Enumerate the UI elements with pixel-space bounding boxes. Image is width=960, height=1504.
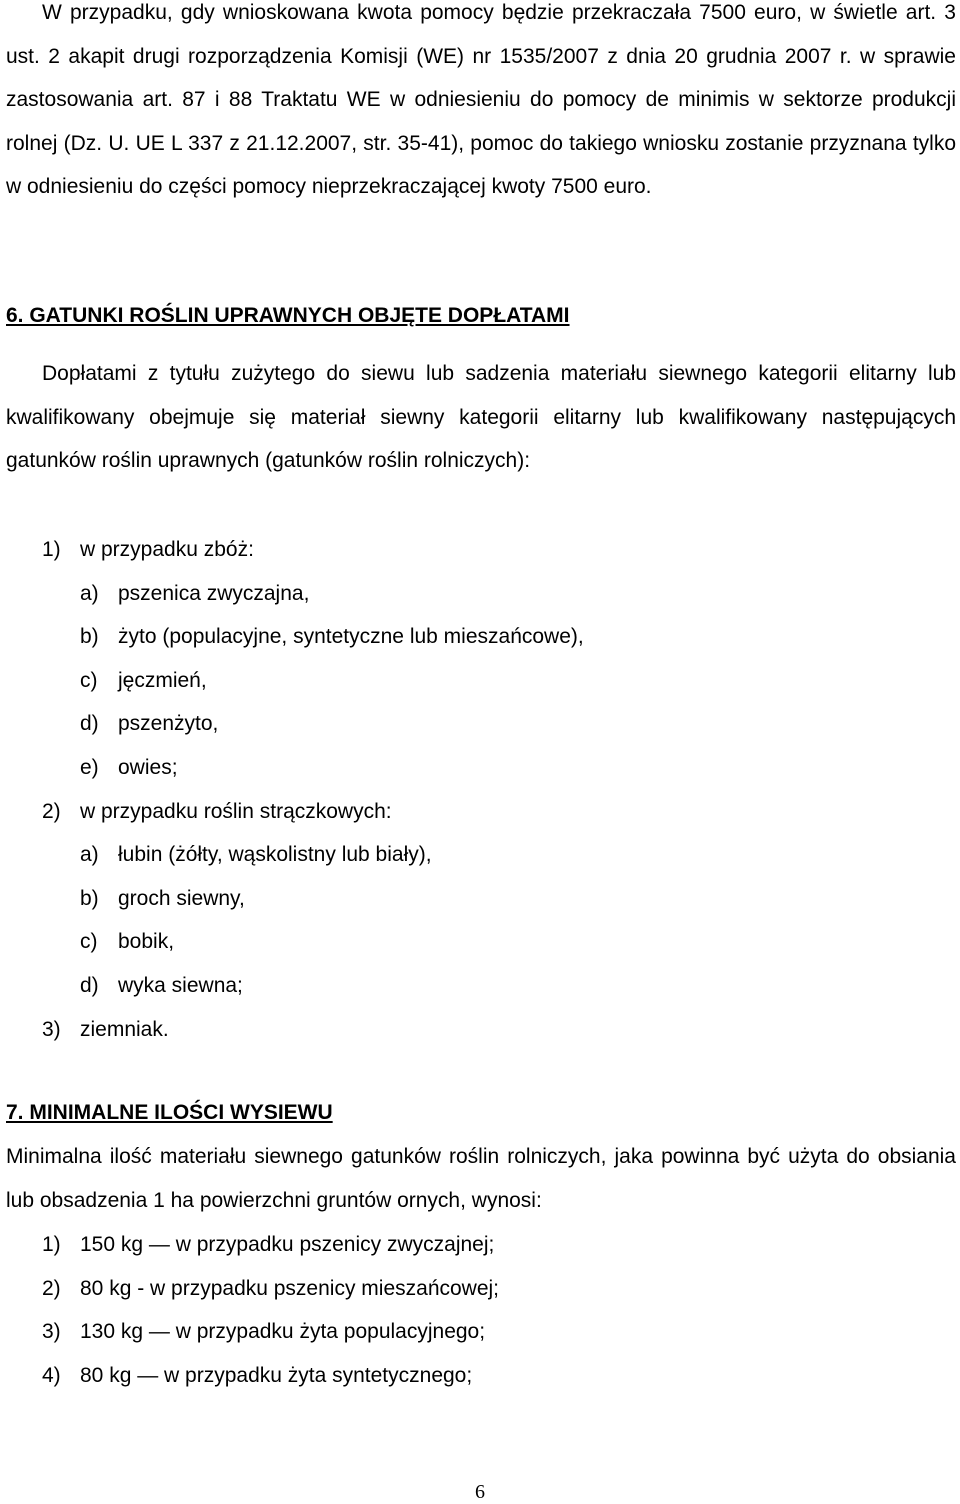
list-marker: d) bbox=[80, 973, 99, 997]
list-marker: c) bbox=[80, 668, 98, 692]
list-marker: b) bbox=[80, 886, 99, 910]
intro-paragraph: W przypadku, gdy wnioskowana kwota pomocy będzie przekraczała 7500 euro, w świetle art. 3 ust. 2 akapit drugi rozporządzenia Komisji (WE) nr 1535/2007 z dnia 20 grudnia 2007 r. w sprawie zastosowania art. 87 i 88 Traktatu WE w odniesieniu do pomocy de minimis w sektorze produkcji rolnej (Dz. U. UE L 337 z 21.12.2007, str. 35-41), pomoc do takiego wniosku zostanie przyznana tylko w odniesieniu do części pomocy nieprzekraczającej kwoty 7500 euro. bbox=[6, 1, 956, 199]
list-marker: 2) bbox=[42, 799, 61, 823]
list-item-text: 130 kg — w przypadku żyta populacyjnego; bbox=[80, 1320, 486, 1344]
section-7-heading: 7. MINIMALNE ILOŚCI WYSIEWU bbox=[6, 1101, 333, 1124]
list-item-text: pszenżyto, bbox=[118, 712, 219, 736]
list-item-text: pszenica zwyczajna, bbox=[118, 581, 310, 605]
list-item-text: łubin (żółty, wąskolistny lub biały), bbox=[118, 843, 432, 867]
list-item-text: bobik, bbox=[118, 930, 175, 954]
list-item-label: ziemniak. bbox=[80, 1017, 169, 1041]
list-item bbox=[42, 1310, 499, 1354]
list-item-text: 80 kg - w przypadku pszenicy mieszańcowej; bbox=[80, 1276, 500, 1300]
list-item-label: w przypadku zbóż: bbox=[80, 538, 254, 561]
page-number: 6 bbox=[475, 1481, 485, 1503]
list-marker: 3) bbox=[42, 1017, 61, 1041]
list-item bbox=[42, 1354, 499, 1398]
list-item-text: jęczmień, bbox=[118, 668, 207, 692]
list-item bbox=[42, 572, 584, 616]
list-item bbox=[42, 1267, 499, 1311]
list-marker: e) bbox=[80, 755, 99, 779]
list-marker: 4) bbox=[42, 1363, 61, 1387]
list-item-text: 80 kg — w przypadku żyta syntetycznego; bbox=[80, 1363, 473, 1387]
list-item bbox=[42, 746, 584, 790]
section-6-heading: 6. GATUNKI ROŚLIN UPRAWNYCH OBJĘTE DOPŁATAMI bbox=[6, 304, 570, 327]
list-item-text: owies; bbox=[118, 755, 178, 779]
list-item bbox=[42, 964, 584, 1008]
list-marker: a) bbox=[80, 581, 99, 605]
list-marker: d) bbox=[80, 712, 99, 736]
list-marker: a) bbox=[80, 843, 99, 867]
list-item bbox=[42, 1008, 584, 1052]
list-item bbox=[42, 528, 584, 572]
list-item bbox=[42, 615, 584, 659]
list-item bbox=[42, 702, 584, 746]
list-marker: 2) bbox=[42, 1276, 61, 1300]
list-marker: 1) bbox=[42, 1233, 61, 1256]
list-item-label: w przypadku roślin strączkowych: bbox=[80, 799, 392, 823]
list-item-text: 150 kg — w przypadku pszenicy zwyczajnej; bbox=[80, 1233, 495, 1256]
crop-groups-list bbox=[42, 528, 584, 1051]
list-item bbox=[42, 790, 584, 834]
seeding-amounts-list bbox=[42, 1223, 499, 1397]
list-item bbox=[42, 920, 584, 964]
list-item-text: żyto (populacyjne, syntetyczne lub mieszańcowe), bbox=[118, 625, 584, 649]
list-item bbox=[42, 659, 584, 703]
section-6-paragraph: Dopłatami z tytułu zużytego do siewu lub sadzenia materiału siewnego kategorii elitarny lub kwalifikowany obejmuje się materiał siewny kategorii elitarny lub kwalifikowany następujących gatunków roślin uprawnych (gatunków roślin rolniczych): bbox=[6, 362, 956, 473]
list-item-text: wyka siewna; bbox=[118, 973, 243, 997]
list-item-text: groch siewny, bbox=[118, 886, 245, 910]
list-marker: b) bbox=[80, 625, 99, 649]
list-marker: 1) bbox=[42, 538, 61, 561]
list-marker: 3) bbox=[42, 1320, 61, 1344]
list-item bbox=[42, 833, 584, 877]
list-marker: c) bbox=[80, 930, 98, 954]
list-item bbox=[42, 1223, 499, 1267]
section-7-paragraph: Minimalna ilość materiału siewnego gatunków roślin rolniczych, jaka powinna być użyta do obsiania lub obsadzenia 1 ha powierzchni gruntów ornych, wynosi: bbox=[6, 1145, 956, 1212]
list-item bbox=[42, 877, 584, 921]
